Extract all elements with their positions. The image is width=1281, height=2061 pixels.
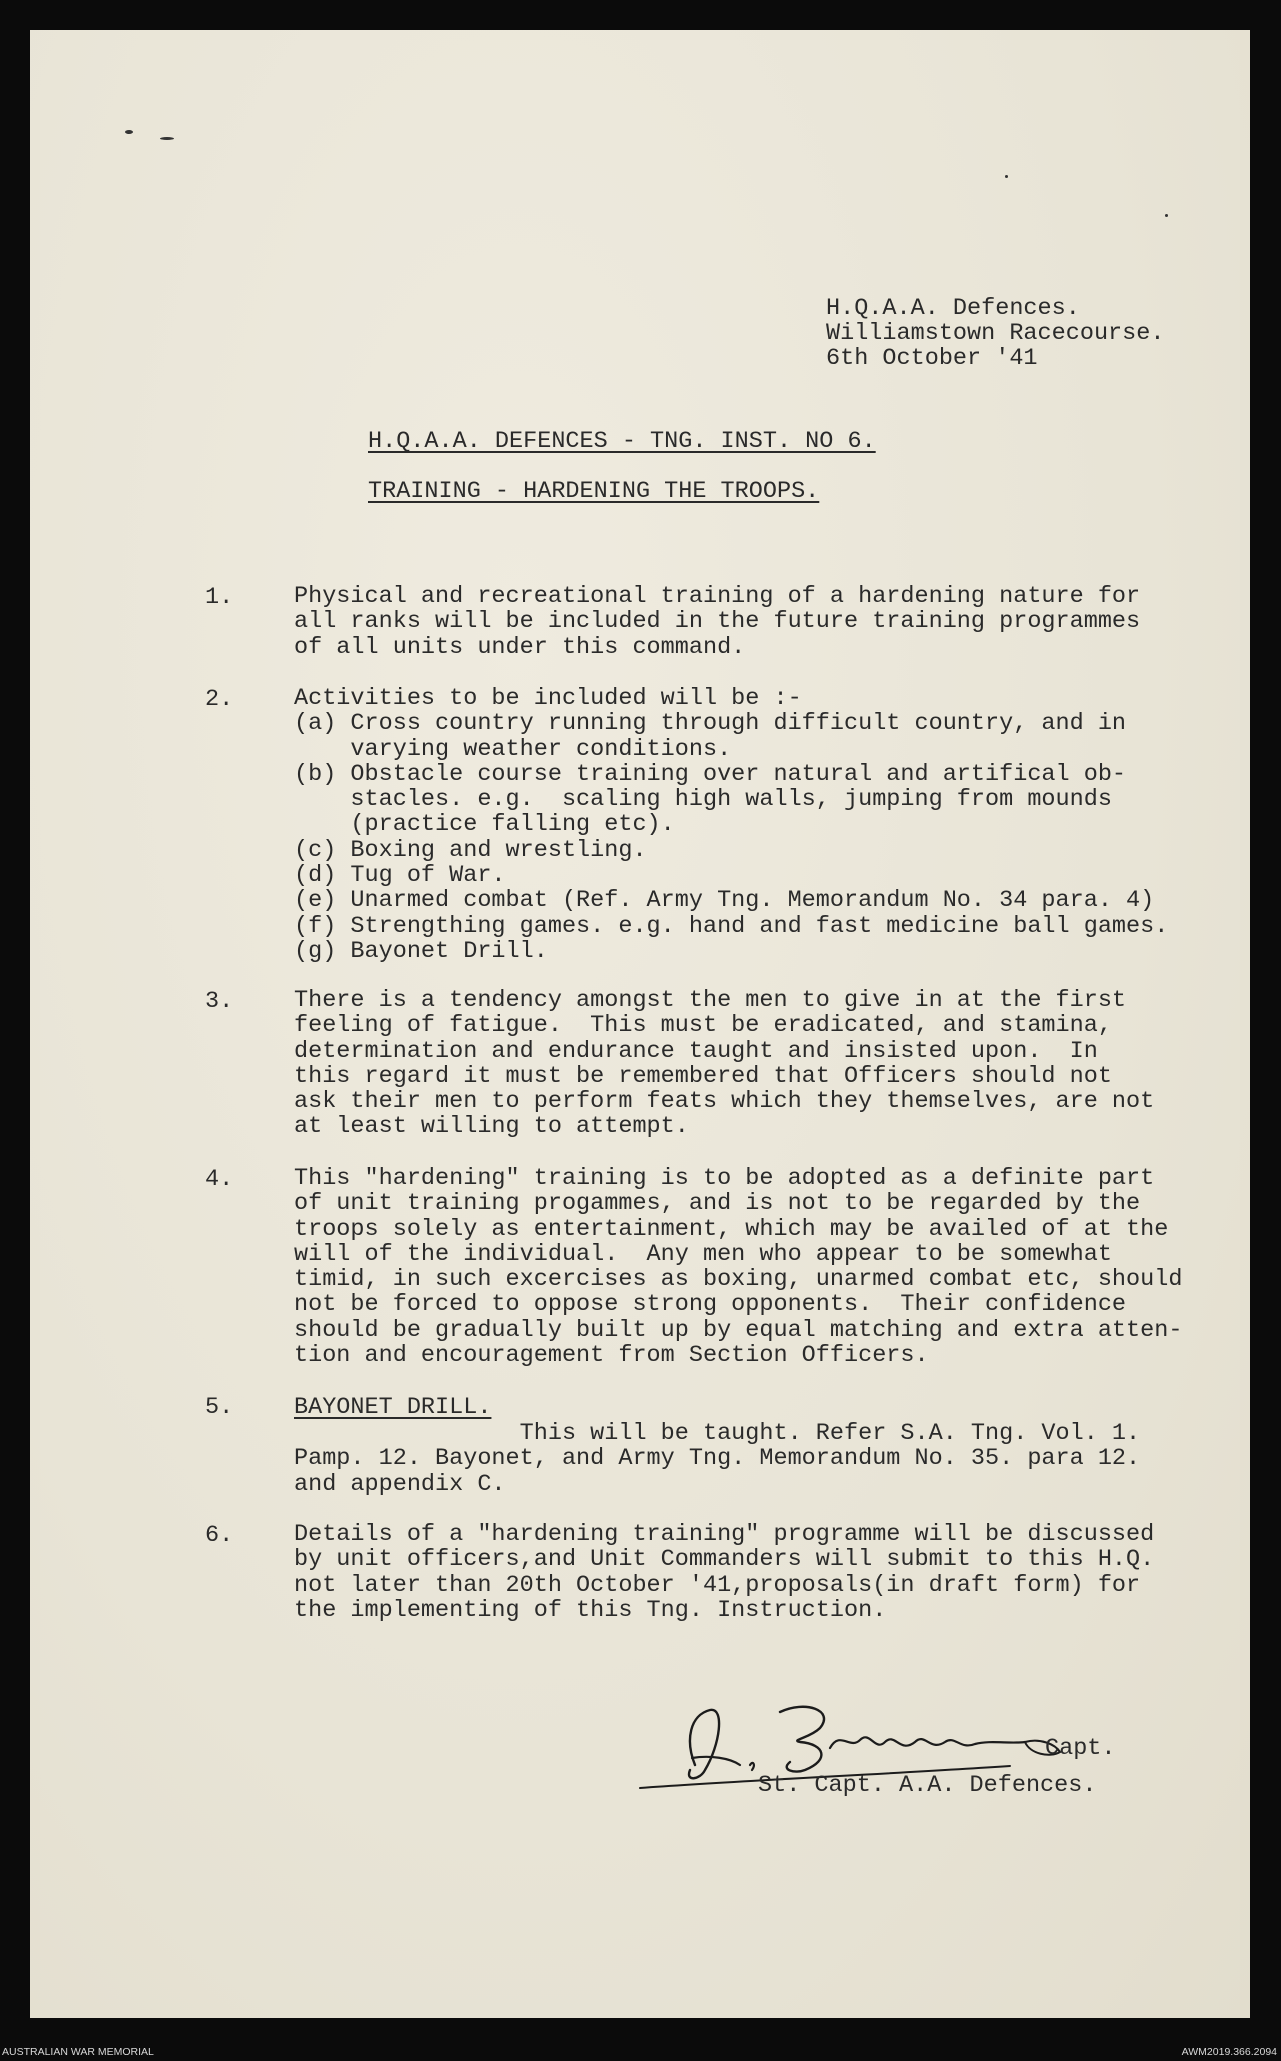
section-heading: BAYONET DRILL. xyxy=(294,1394,492,1421)
paragraph-line: not be forced to oppose strong opponents. Their confidence xyxy=(294,1291,1127,1319)
list-item: (b) Obstacle course training over natural and artifical ob- xyxy=(294,760,1127,788)
paragraph-line: Activities to be included will be :- xyxy=(294,685,802,712)
list-item: (d) Tug of War. xyxy=(294,862,506,890)
paragraph-line: Details of a "hardening training" programme will be discussed xyxy=(294,1521,1155,1548)
paper-speck xyxy=(125,130,133,134)
paragraph-line: and appendix C. xyxy=(294,1470,506,1498)
footer-credit: AUSTRALIAN WAR MEMORIAL xyxy=(2,2046,154,2058)
paragraph-line: tion and encouragement from Section Officers. xyxy=(294,1342,929,1370)
paragraph-line: will of the individual. Any men who appear to be somewhat xyxy=(294,1240,1112,1268)
list-item: (g) Bayonet Drill. xyxy=(294,937,548,965)
paragraph-number: 4. xyxy=(205,1166,234,1193)
footer-accession-number: AWM2019.366.2094 xyxy=(1181,2046,1277,2058)
paragraph-line: of unit training progammes, and is not to be regarded by the xyxy=(294,1190,1141,1218)
paragraph-line: determination and endurance taught and insisted upon. In xyxy=(294,1037,1098,1065)
document-page xyxy=(30,30,1250,2018)
list-item: stacles. e.g. scaling high walls, jumping from mounds xyxy=(294,786,1112,814)
paper-speck xyxy=(160,137,174,140)
paragraph-line: timid, in such excercises as boxing, unarmed combat etc, should xyxy=(294,1266,1183,1294)
paragraph-number: 3. xyxy=(205,988,234,1015)
paragraph-line: There is a tendency amongst the men to give in at the first xyxy=(294,987,1127,1014)
list-item: (f) Strengthing games. e.g. hand and fast medicine ball games. xyxy=(294,912,1169,940)
signatory-title: St. Capt. A.A. Defences. xyxy=(758,1772,1097,1799)
signatory-rank: Capt. xyxy=(1045,1735,1116,1762)
paragraph-line: Physical and recreational training of a hardening nature for xyxy=(294,583,1141,610)
paragraph-line: This "hardening" training is to be adopted as a definite part xyxy=(294,1165,1155,1192)
list-item: (practice falling etc). xyxy=(294,811,675,839)
paragraph-line: of all units under this command. xyxy=(294,633,746,661)
paragraph-line: by unit officers,and Unit Commanders will submit to this H.Q. xyxy=(294,1546,1155,1574)
paragraph-line: not later than 20th October '41,proposals(in draft form) for xyxy=(294,1571,1141,1599)
list-item: (c) Boxing and wrestling. xyxy=(294,836,647,864)
list-item: (e) Unarmed combat (Ref. Army Tng. Memorandum No. 34 para. 4) xyxy=(294,887,1155,915)
paragraph-number: 6. xyxy=(205,1522,234,1549)
paragraph-line: the implementing of this Tng. Instruction. xyxy=(294,1596,887,1624)
list-item: varying weather conditions. xyxy=(294,735,732,763)
paragraph-line: Pamp. 12. Bayonet, and Army Tng. Memorandum No. 35. para 12. xyxy=(294,1445,1141,1473)
paper-speck xyxy=(1005,175,1008,178)
paragraph-line: should be gradually built up by equal matching and extra atten- xyxy=(294,1316,1183,1344)
document-title: H.Q.A.A. DEFENCES - TNG. INST. NO 6. xyxy=(368,428,876,455)
address-date: 6th October '41 xyxy=(826,345,1038,372)
paragraph-line: troops solely as entertainment, which may be availed of at the xyxy=(294,1215,1169,1243)
address-line: H.Q.A.A. Defences. xyxy=(826,295,1080,322)
address-line: Williamstown Racecourse. xyxy=(826,320,1165,347)
paragraph-line: all ranks will be included in the future training programmes xyxy=(294,608,1141,636)
paragraph-line: ask their men to perform feats which they themselves, are not xyxy=(294,1088,1155,1116)
paragraph-line: at least willing to attempt. xyxy=(294,1113,689,1141)
paper-speck xyxy=(1165,214,1168,217)
paragraph-number: 1. xyxy=(205,584,234,611)
paragraph-line: this regard it must be remembered that Officers should not xyxy=(294,1062,1112,1090)
paragraph-line: This will be taught. Refer S.A. Tng. Vol. 1. xyxy=(294,1420,1141,1447)
sender-address xyxy=(826,296,1164,371)
paragraph-line: feeling of fatigue. This must be eradicated, and stamina, xyxy=(294,1012,1112,1040)
document-subtitle: TRAINING - HARDENING THE TROOPS. xyxy=(368,478,820,505)
list-item: (a) Cross country running through difficult country, and in xyxy=(294,710,1127,738)
paragraph-number: 5. xyxy=(205,1394,234,1421)
paragraph-number: 2. xyxy=(205,686,234,713)
